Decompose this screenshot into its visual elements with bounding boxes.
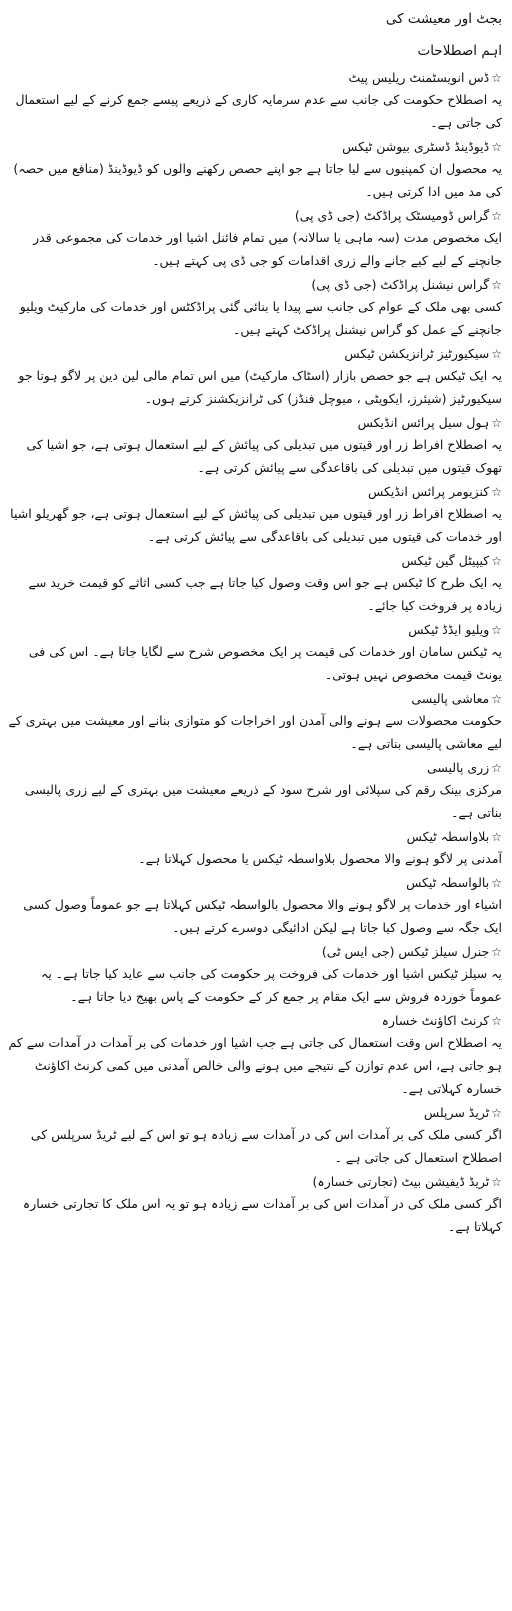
star-icon: ☆ bbox=[491, 347, 502, 361]
term-definition: یہ سیلز ٹیکس اشیا اور خدمات کی فروخت پر حکومت کی جانب سے عاید کیا جاتا ہے۔ یہ عموماً خوردہ فروش سے ایک مقام پر جمع کر کے حکومت کے پاس بھیج دیا جاتا ہے۔ bbox=[41, 966, 502, 1004]
term-definition: اگر کسی ملک کی در آمدات اس کی بر آمدات سے زیادہ ہو تو یہ اس ملک کا تجارتی خسارہ کہلاتا ہے۔ bbox=[22, 1196, 502, 1234]
term-definition: یہ ایک طرح کا ٹیکس ہے جو اس وقت وصول کیا جاتا ہے جب کسی اثاثے کو قیمت خرید سے زیادہ پر فروخت کیا جائے۔ bbox=[28, 575, 502, 613]
term-title-text: ٹریڈ سرپلس bbox=[423, 1105, 490, 1120]
term-item bbox=[6, 689, 502, 755]
star-icon: ☆ bbox=[491, 416, 502, 430]
term-item bbox=[6, 1011, 502, 1100]
term-title bbox=[6, 942, 502, 962]
term-item bbox=[6, 275, 502, 341]
term-title-text: ٹریڈ ڈیفیشن بیٹ (تجارتی خسارہ) bbox=[312, 1174, 490, 1189]
term-title bbox=[6, 275, 502, 295]
star-icon: ☆ bbox=[491, 1014, 502, 1028]
term-item bbox=[6, 758, 502, 824]
term-definition: مرکزی بینک رقم کی سپلائی اور شرح سود کے ذریعے معیشت میں بہتری کے لیے زری پالیسی بناتی ہے۔ bbox=[24, 782, 502, 820]
term-item bbox=[6, 1172, 502, 1238]
term-title-text: زری پالیسی bbox=[426, 760, 490, 775]
star-icon: ☆ bbox=[491, 623, 502, 637]
term-title bbox=[6, 1103, 502, 1123]
term-title bbox=[6, 68, 502, 88]
star-icon: ☆ bbox=[491, 830, 502, 844]
term-title-text: ڈس انویسٹمنٹ ریلیس پیٹ bbox=[348, 70, 490, 85]
term-title bbox=[6, 1011, 502, 1031]
term-title bbox=[6, 758, 502, 778]
term-title-text: کنزیومر پرائس انڈیکس bbox=[368, 484, 490, 499]
star-icon: ☆ bbox=[491, 71, 502, 85]
term-title bbox=[6, 206, 502, 226]
star-icon: ☆ bbox=[491, 278, 502, 292]
term-title bbox=[6, 827, 502, 847]
term-definition: ایک مخصوص مدت (سہ ماہی یا سالانہ) میں تمام فائنل اشیا اور خدمات کی مجموعی قدر جانچنے کے لیے کیے جانے والے زری اقدامات کو جی ڈی پی کہتے ہیں۔ bbox=[33, 230, 502, 268]
term-definition: اشیاء اور خدمات پر لاگو ہونے والا محصول بالواسطہ ٹیکس کہلاتا ہے جو عموماً وصول کسی ایک جگہ سے وصول کیا جاتا ہے لیکن ادائیگی دوسرے کرتے ہیں۔ bbox=[23, 897, 502, 935]
term-title-text: گراس نیشنل پراڈکٹ (جی ڈی پی) bbox=[311, 277, 490, 292]
term-title-text: بالواسطہ ٹیکس bbox=[406, 875, 490, 890]
term-title-text: بلاواسطہ ٹیکس bbox=[406, 829, 490, 844]
term-title bbox=[6, 137, 502, 157]
star-icon: ☆ bbox=[491, 1175, 502, 1189]
term-item bbox=[6, 551, 502, 617]
term-definition: یہ محصول ان کمپنیوں سے لیا جاتا ہے جو اپنے حصص رکھنے والوں کو ڈیوڈینڈ (منافع میں حصہ) کی مد میں ادا کرتی ہیں۔ bbox=[13, 161, 502, 199]
term-item bbox=[6, 137, 502, 203]
term-item bbox=[6, 620, 502, 686]
term-title-text: کیپیٹل گین ٹیکس bbox=[401, 553, 490, 568]
term-title-text: گراس ڈومیسٹک پراڈکٹ (جی ڈی پی) bbox=[294, 208, 490, 223]
term-item bbox=[6, 68, 502, 134]
term-title bbox=[6, 344, 502, 364]
term-title bbox=[6, 620, 502, 640]
section-heading: اہم اصطلاحات bbox=[417, 43, 502, 59]
term-definition: یہ ٹیکس سامان اور خدمات کی قیمت پر ایک مخصوص شرح سے لگایا جاتا ہے۔ اس کی فی یونٹ قیمت مخصوص نہیں ہوتی۔ bbox=[28, 644, 502, 682]
term-definition: یہ اصطلاح افراط زر اور قیتوں میں تبدیلی کی پیائش کے لیے استعمال ہوتی ہے، جو گھریلو اشیا اور خدمات کی قیتوں میں تبدیلی کی باقاعدگی سے پیائش کرتی ہے۔ bbox=[10, 506, 502, 544]
term-title bbox=[6, 413, 502, 433]
term-item bbox=[6, 206, 502, 272]
star-icon: ☆ bbox=[491, 1106, 502, 1120]
star-icon: ☆ bbox=[491, 485, 502, 499]
term-item bbox=[6, 413, 502, 479]
term-title-text: ہول سیل پرائس انڈیکس bbox=[357, 415, 490, 430]
page-title: بجٹ اور معیشت کی bbox=[385, 11, 502, 27]
term-title bbox=[6, 873, 502, 893]
term-title bbox=[6, 1172, 502, 1192]
term-title-text: جنرل سیلز ٹیکس (جی ایس ٹی) bbox=[321, 944, 490, 959]
star-icon: ☆ bbox=[491, 945, 502, 959]
term-definition: حکومت محصولات سے ہونے والی آمدن اور اخراجات کو متوازی بنانے اور معیشت میں بہتری کے لیے معاشی پالیسی بناتی ہے۔ bbox=[8, 713, 502, 751]
term-item bbox=[6, 873, 502, 939]
term-definition: اگر کسی ملک کی بر آمدات اس کی در آمدات سے زیادہ ہو تو اس کے لیے ٹریڈ سرپلس کی اصطلاح استعمال کی جاتی ہے ۔ bbox=[30, 1127, 502, 1165]
term-definition: یہ اصطلاح حکومت کی جانب سے عدم سرمایہ کاری کے ذریعے پیسے جمع کرنے کے لیے استعمال کی جاتی ہے۔ bbox=[15, 92, 502, 130]
term-title-text: ڈیوڈینڈ ڈسٹری بیوشن ٹیکس bbox=[342, 139, 490, 154]
term-title-text: ویلیو ایڈڈ ٹیکس bbox=[408, 622, 490, 637]
star-icon: ☆ bbox=[491, 140, 502, 154]
term-item bbox=[6, 482, 502, 548]
star-icon: ☆ bbox=[491, 876, 502, 890]
terms-list bbox=[6, 68, 502, 1238]
term-item bbox=[6, 827, 502, 870]
term-item bbox=[6, 1103, 502, 1169]
term-title-text: معاشی پالیسی bbox=[411, 691, 490, 706]
term-item bbox=[6, 942, 502, 1008]
term-title bbox=[6, 689, 502, 709]
star-icon: ☆ bbox=[491, 761, 502, 775]
term-title bbox=[6, 482, 502, 502]
term-definition: یہ اصطلاح افراط زر اور قیتوں میں تبدیلی کی پیائش کے لیے استعمال ہوتی ہے، جو اشیا کی تھوک قیتوں میں تبدیلی کی باقاعدگی سے پیائش کرتی ہے۔ bbox=[26, 437, 502, 475]
term-definition: یہ اصطلاح اس وقت استعمال کی جاتی ہے جب اشیا اور خدمات کی بر آمدات در آمدات سے کم ہو جاتی ہے، اس عدم توازن کے نتیجے میں ہونے والی خالص آمدنی میں کمی کرنٹ اکاؤنٹ خسارہ کہلاتی ہے۔ bbox=[8, 1035, 502, 1096]
term-title bbox=[6, 551, 502, 571]
term-definition: یہ ایک ٹیکس ہے جو حصص بازار (اسٹاک مارکیٹ) میں اس تمام مالی لین دین پر لاگو ہوتا جو سیکیورٹیز (شیئرز، ایکویٹی ، میوچل فنڈز) کی ٹرانزیکشنز کرتے ہوں۔ bbox=[18, 368, 502, 406]
star-icon: ☆ bbox=[491, 692, 502, 706]
term-title-text: کرنٹ اکاؤنٹ خسارہ bbox=[381, 1013, 490, 1028]
star-icon: ☆ bbox=[491, 209, 502, 223]
term-definition: آمدنی پر لاگو ہونے والا محصول بلاواسطہ ٹیکس یا محصول کہلاتا ہے۔ bbox=[138, 851, 502, 866]
star-icon: ☆ bbox=[491, 554, 502, 568]
term-definition: کسی بھی ملک کے عوام کی جانب سے پیدا یا بنائی گئی پراڈکٹس اور خدمات کی مارکیٹ ویلیو جانچنے کے عمل کو گراس نیشنل پراڈکٹ کہتے ہیں۔ bbox=[19, 299, 502, 337]
term-title-text: سیکیورٹیز ٹرانزیکشن ٹیکس bbox=[344, 346, 490, 361]
term-item bbox=[6, 344, 502, 410]
